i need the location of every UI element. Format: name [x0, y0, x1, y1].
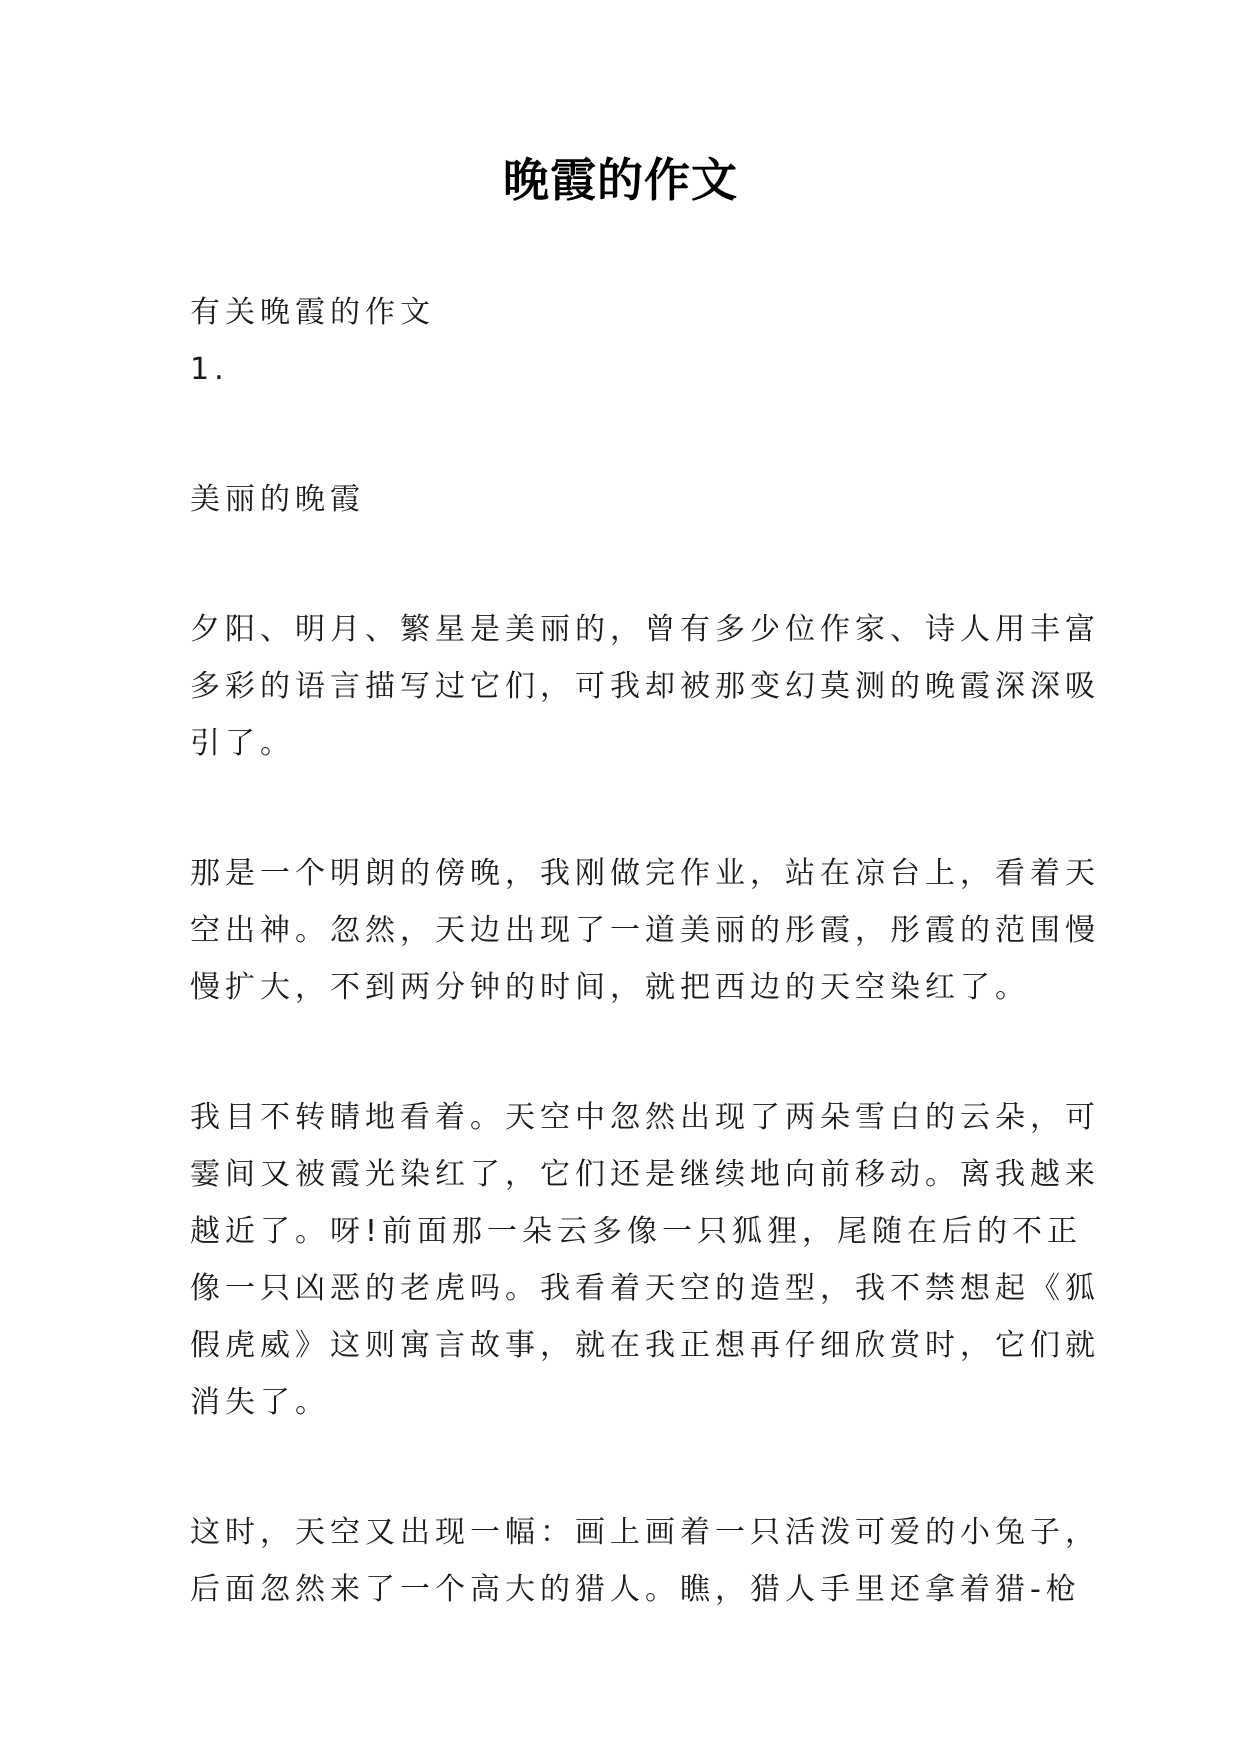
paragraph-line: 像一只凶恶的老虎吗。我看着天空的造型，我不禁想起《狐 [190, 1271, 1100, 1306]
paragraph-line: 引了。 [190, 726, 295, 761]
paragraph-gap [190, 1016, 1052, 1089]
document-body [190, 284, 1100, 1618]
paragraph-gap [190, 528, 1052, 601]
paragraph-gap [190, 1431, 1052, 1504]
paragraph-line: 霎间又被霞光染红了，它们还是继续地向前移动。离我越来 [190, 1157, 1100, 1192]
paragraph-line: 我目不转睛地看着。天空中忽然出现了两朵雪白的云朵，可 [190, 1100, 1100, 1135]
paragraph-line: 后面忽然来了一个高大的猎人。瞧，猎人手里还拿着猎-枪 [190, 1572, 1081, 1607]
paragraph-line: 那是一个明朗的傍晚，我刚做完作业，站在凉台上，看着天 [190, 856, 1100, 891]
paragraph-line: 越近了。呀!前面那一朵云多像一只狐狸，尾随在后的不正 [190, 1214, 1083, 1249]
essay-subtitle: 美丽的晚霞 [190, 482, 365, 517]
document-title: 晚霞的作文 [503, 153, 738, 207]
paragraph-line: 慢扩大，不到两分钟的时间，就把西边的天空染红了。 [190, 970, 1030, 1005]
paragraph-gap [190, 772, 1052, 845]
list-marker: 1. [190, 352, 229, 387]
paragraph-line: 假虎威》这则寓言故事，就在我正想再仔细欣赏时，它们就 [190, 1328, 1100, 1363]
paragraph-4 [190, 1504, 1100, 1618]
paragraph-line: 夕阳、明月、繁星是美丽的，曾有多少位作家、诗人用丰富 [190, 612, 1100, 647]
paragraph-line: 消失了。 [190, 1385, 330, 1420]
essay-heading: 有关晚霞的作文 [190, 295, 435, 330]
paragraph-line: 多彩的语言描写过它们，可我却被那变幻莫测的晚霞深深吸 [190, 669, 1100, 704]
paragraph-gap [190, 398, 1052, 471]
paragraph-3 [190, 1089, 1100, 1431]
paragraph-1 [190, 601, 1100, 772]
paragraph-line: 这时，天空又出现一幅：画上画着一只活泼可爱的小兔子， [190, 1515, 1100, 1550]
paragraph-2 [190, 845, 1100, 1016]
paragraph-line: 空出神。忽然，天边出现了一道美丽的彤霞，彤霞的范围慢 [190, 913, 1100, 948]
